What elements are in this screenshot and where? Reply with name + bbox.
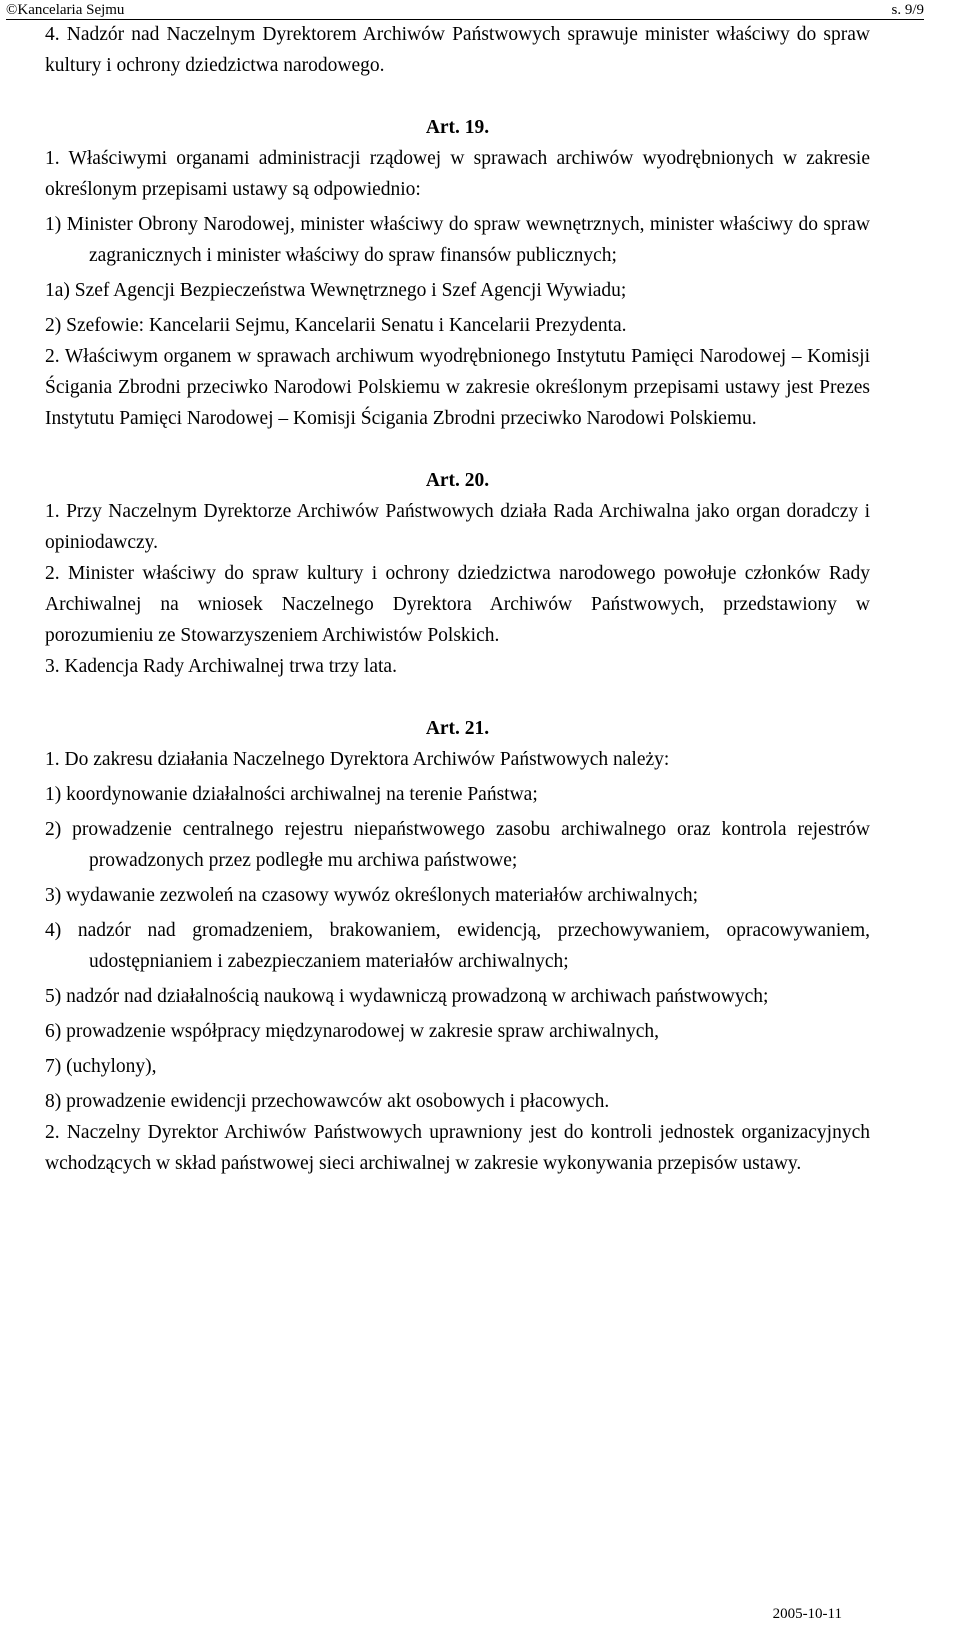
header-source: ©Kancelaria Sejmu: [6, 2, 125, 18]
list-item: 8) prowadzenie ewidencji przechowawców akt osobowych i płacowych.: [45, 1091, 610, 1112]
list-item: 7) (uchylony),: [45, 1056, 157, 1077]
article-20-paragraph-2: 2. Minister właściwy do spraw kultury i ochrony dziedzictwa narodowego powołuje członków Rady Archiwalnej na wniosek Naczelnego Dyrektora Archiwów Państwowych, przedstawiony w porozumieniu ze Stowarzyszeniem Archiwistów Polskich.: [45, 563, 870, 646]
page-number: s. 9/9: [891, 2, 924, 18]
article-20-title: Art. 20.: [425, 470, 490, 491]
list-item: 2) Szefowie: Kancelarii Sejmu, Kancelarii Senatu i Kancelarii Prezydenta.: [45, 315, 627, 336]
spacer: [45, 682, 870, 713]
article-21-list: [45, 779, 870, 1117]
list-item: 4) nadzór nad gromadzeniem, brakowaniem, ewidencją, przechowywaniem, opracowywaniem, udostępnianiem i zabezpieczaniem materiałów archiwalnych;: [45, 920, 870, 972]
article-19-title: Art. 19.: [425, 117, 490, 138]
article-21-paragraph-1: 1. Do zakresu działania Naczelnego Dyrektora Archiwów Państwowych należy:: [45, 749, 670, 770]
spacer: [45, 434, 870, 465]
list-item: 6) prowadzenie współpracy międzynarodowej w zakresie spraw archiwalnych,: [45, 1021, 660, 1042]
list-item: 1) Minister Obrony Narodowej, minister właściwy do spraw wewnętrznych, minister właściwy do spraw zagranicznych i minister właściwy do spraw finansów publicznych;: [45, 214, 870, 266]
article-19-paragraph-2: 2. Właściwym organem w sprawach archiwum wyodrębnionego Instytutu Pamięci Narodowej – Komisji Ścigania Zbrodni przeciwko Narodowi Polskiemu w zakresie określonym przepisami ustawy jest Prezes Instytutu Pamięci Narodowej – Komisji Ścigania Zbrodni przeciwko Narodowi Polskiemu.: [45, 346, 870, 429]
page-header: [6, 0, 924, 20]
spacer: [45, 81, 870, 112]
list-item: 3) wydawanie zezwoleń na czasowy wywóz określonych materiałów archiwalnych;: [45, 885, 698, 906]
article-19-paragraph-1: 1. Właściwymi organami administracji rządowej w sprawach archiwów wyodrębnionych w zakresie określonym przepisami ustawy są odpowiednio:: [45, 148, 870, 200]
article-21-paragraph-2: 2. Naczelny Dyrektor Archiwów Państwowych uprawniony jest do kontroli jednostek organizacyjnych wchodzących w skład państwowej sieci archiwalnej w zakresie wykonywania przepisów ustawy.: [45, 1122, 870, 1174]
list-item: 2) prowadzenie centralnego rejestru niepaństwowego zasobu archiwalnego oraz kontrola rejestrów prowadzonych przez podległe mu archiwa państwowe;: [45, 819, 870, 871]
footer-date: 2005-10-11: [772, 1606, 842, 1622]
article-19-list: [45, 209, 870, 341]
article-21-title: Art. 21.: [425, 718, 490, 739]
paragraph-4: 4. Nadzór nad Naczelnym Dyrektorem Archiwów Państwowych sprawuje minister właściwy do spraw kultury i ochrony dziedzictwa narodowego.: [45, 24, 870, 76]
list-item: 1) koordynowanie działalności archiwalnej na terenie Państwa;: [45, 784, 538, 805]
article-20-paragraph-3: 3. Kadencja Rady Archiwalnej trwa trzy lata.: [45, 656, 397, 677]
list-item: 1a) Szef Agencji Bezpieczeństwa Wewnętrznego i Szef Agencji Wywiadu;: [45, 280, 627, 301]
list-item: 5) nadzór nad działalnością naukową i wydawniczą prowadzoną w archiwach państwowych;: [45, 986, 769, 1007]
article-20-paragraph-1: 1. Przy Naczelnym Dyrektorze Archiwów Państwowych działa Rada Archiwalna jako organ doradczy i opiniodawczy.: [45, 501, 870, 553]
document-body: [45, 19, 870, 1179]
